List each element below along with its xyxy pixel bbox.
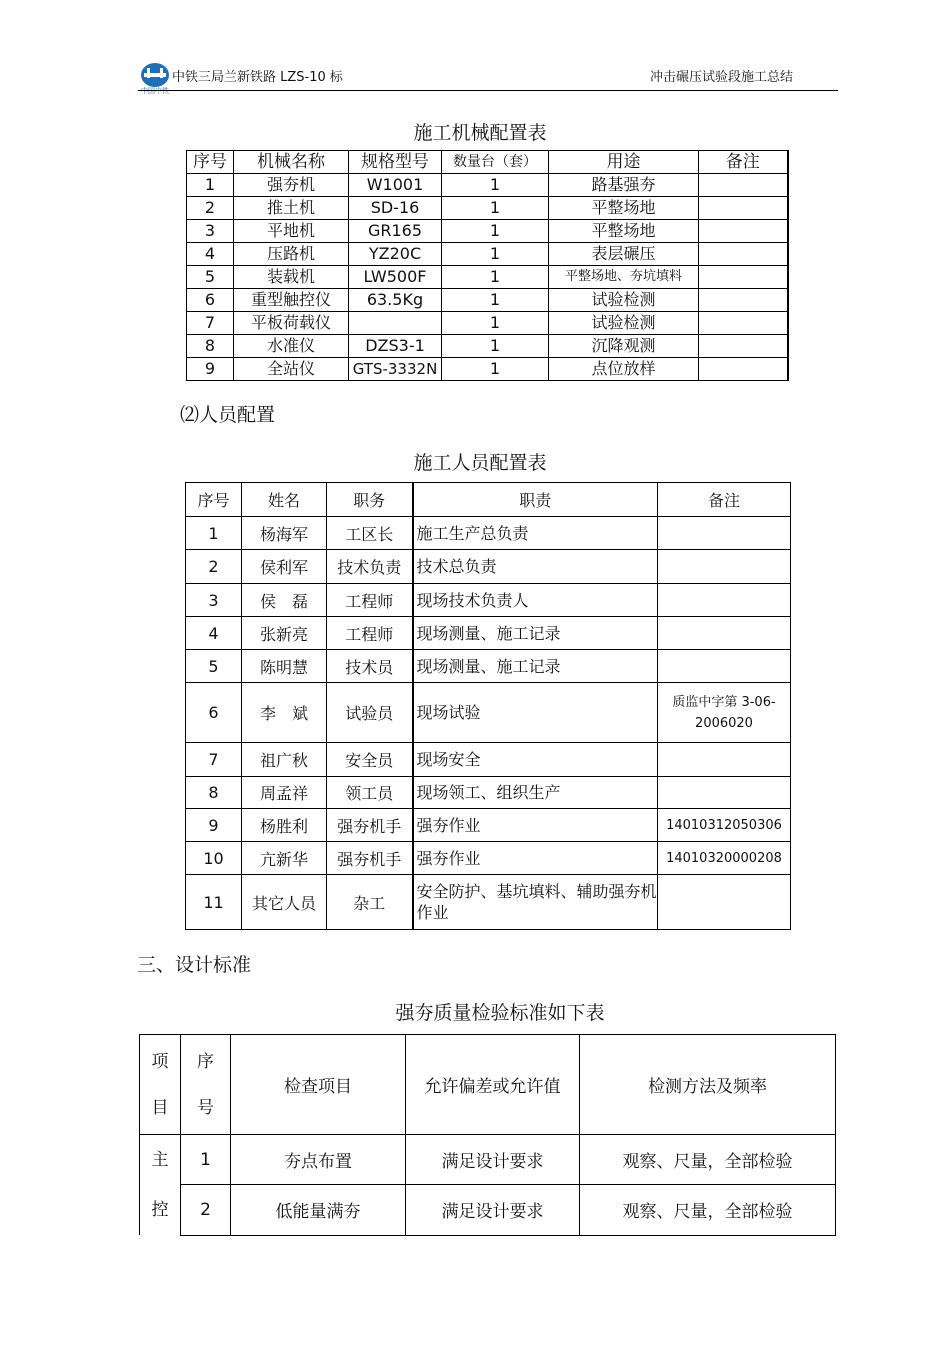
cell-duty: 现场安全: [413, 743, 658, 777]
cell-duty: 现场测量、施工记录: [413, 650, 658, 683]
cell-no: 1: [187, 174, 234, 197]
cell-model: [349, 312, 442, 335]
cell-check-item: 低能量满夯: [231, 1185, 406, 1235]
cell-no: 1: [181, 1135, 231, 1185]
cell-position: 工程师: [327, 617, 413, 650]
cell-note: [658, 517, 791, 550]
header-cell: 检测方法及频率: [580, 1035, 836, 1135]
cell-use: 平整场地、夯坑填料: [549, 266, 699, 289]
cell-no: 10: [186, 842, 242, 875]
cell-name: 推土机: [234, 197, 349, 220]
cell-model: SD-16: [349, 197, 442, 220]
header-cell-item: [140, 1035, 181, 1135]
header-cell: 职责: [413, 483, 658, 517]
standard-table-title: 强夯质量检验标准如下表: [395, 1002, 605, 1024]
cell-position: 工程师: [327, 584, 413, 617]
cell-name: 侯利军: [242, 550, 327, 584]
cell-no: 2: [181, 1185, 231, 1235]
cell-use: 平整场地: [549, 220, 699, 243]
header-cell: 用途: [549, 151, 699, 174]
cell-no: 2: [187, 197, 234, 220]
cell-duty: 强夯作业: [413, 842, 658, 875]
cell-position: 领工员: [327, 777, 413, 809]
cell-no: 2: [186, 550, 242, 584]
cell-position: 技术负责: [327, 550, 413, 584]
cell-name: 其它人员: [242, 875, 327, 930]
header-item-bottom: 目: [151, 1097, 169, 1118]
cell-qty: 1: [442, 312, 549, 335]
table-row: [186, 517, 791, 550]
cell-name: 强夯机: [234, 174, 349, 197]
cell-name: 水准仪: [234, 335, 349, 358]
header-cell: 数量台（套）: [442, 151, 549, 174]
cell-qty: 1: [442, 266, 549, 289]
cell-note: [658, 584, 791, 617]
cell-model: W1001: [349, 174, 442, 197]
cell-name: 杨胜利: [242, 809, 327, 842]
cell-note: [658, 617, 791, 650]
cell-no: 7: [186, 743, 242, 777]
cell-position: 强夯机手: [327, 809, 413, 842]
personnel-table: [185, 482, 791, 930]
cell-no: 8: [186, 777, 242, 809]
cell-name: 陈明慧: [242, 650, 327, 683]
cell-no: 4: [187, 243, 234, 266]
machine-table: [186, 150, 789, 381]
cell-qty: 1: [442, 197, 549, 220]
cell-name: 李 斌: [242, 683, 327, 743]
cell-note: [658, 743, 791, 777]
table-row: [186, 743, 791, 777]
cell-use: 试验检测: [549, 289, 699, 312]
header-cell: 序号: [187, 151, 234, 174]
header-cell-no: [181, 1035, 231, 1135]
cell-method: 观察、尺量，全部检验: [580, 1185, 836, 1235]
table-row: [186, 809, 791, 842]
cell-name: 装载机: [234, 266, 349, 289]
cell-duty: 施工生产总负责: [413, 517, 658, 550]
cell-model: LW500F: [349, 266, 442, 289]
cell-name: 全站仪: [234, 358, 349, 381]
cell-use: 试验检测: [549, 312, 699, 335]
group-cell-main-control: [140, 1135, 181, 1236]
cell-use: 平整场地: [549, 197, 699, 220]
cell-position: 技术员: [327, 650, 413, 683]
cell-no: 11: [186, 875, 242, 930]
cell-note: [699, 358, 788, 381]
cell-duty: 强夯作业: [413, 809, 658, 842]
table-row: [187, 174, 788, 197]
cell-note: [699, 335, 788, 358]
header-rule: [138, 90, 838, 91]
cell-check-item: 夯点布置: [231, 1135, 406, 1185]
cell-name: 亢新华: [242, 842, 327, 875]
cell-no: 7: [187, 312, 234, 335]
table-row: [140, 1185, 836, 1235]
table-row: [187, 358, 788, 381]
header-item-top: 项: [151, 1051, 169, 1072]
cell-note: [658, 550, 791, 584]
cell-model: DZS3-1: [349, 335, 442, 358]
cell-note: [699, 289, 788, 312]
cell-qty: 1: [442, 243, 549, 266]
cell-note: [658, 650, 791, 683]
cell-name: 周孟祥: [242, 777, 327, 809]
table-row: [186, 617, 791, 650]
cell-note: [699, 197, 788, 220]
cell-no: 3: [187, 220, 234, 243]
machine-table-title: 施工机械配置表: [413, 122, 547, 144]
table-row: [186, 777, 791, 809]
personnel-section-heading: ⑵人员配置: [180, 404, 276, 426]
cell-name: 杨海军: [242, 517, 327, 550]
personnel-table-title: 施工人员配置表: [413, 452, 547, 474]
table-row: [187, 243, 788, 266]
group-char: 控: [151, 1200, 169, 1220]
table-row: [186, 584, 791, 617]
table-row: [186, 842, 791, 875]
header-cell: 检查项目: [231, 1035, 406, 1135]
cell-qty: 1: [442, 220, 549, 243]
cell-model: GR165: [349, 220, 442, 243]
header-cell: 机械名称: [234, 151, 349, 174]
design-section-heading: 三、设计标准: [137, 954, 252, 976]
header-cell: 职务: [327, 483, 413, 517]
cell-qty: 1: [442, 335, 549, 358]
cell-duty: 技术总负责: [413, 550, 658, 584]
cell-no: 9: [187, 358, 234, 381]
cell-note: 质监中字第 3-06-2006020: [658, 683, 791, 743]
standard-table-header-row: [140, 1035, 836, 1135]
cell-no: 6: [187, 289, 234, 312]
cell-no: 3: [186, 584, 242, 617]
table-row: [187, 289, 788, 312]
cell-duty: 现场测量、施工记录: [413, 617, 658, 650]
table-row: [186, 875, 791, 930]
cell-no: 6: [186, 683, 242, 743]
cell-name: 侯 磊: [242, 584, 327, 617]
group-char: 主: [151, 1150, 169, 1170]
header-cell: 备注: [658, 483, 791, 517]
cell-no: 5: [186, 650, 242, 683]
cell-duty: 现场领工、组织生产: [413, 777, 658, 809]
cell-note: [658, 875, 791, 930]
standard-table: [139, 1034, 836, 1236]
cell-model: GTS-3332N: [349, 358, 442, 381]
cell-name: 压路机: [234, 243, 349, 266]
table-row: [140, 1135, 836, 1185]
cell-duty: 现场试验: [413, 683, 658, 743]
cell-model: 63.5Kg: [349, 289, 442, 312]
cell-method: 观察、尺量，全部检验: [580, 1135, 836, 1185]
cell-position: 强夯机手: [327, 842, 413, 875]
logo-caption: 中国中铁: [141, 87, 169, 94]
cell-position: 安全员: [327, 743, 413, 777]
cell-qty: 1: [442, 358, 549, 381]
table-row: [187, 197, 788, 220]
cell-note: [699, 243, 788, 266]
cell-note: [699, 174, 788, 197]
machine-table-header-row: [187, 151, 788, 174]
header-cell: 规格型号: [349, 151, 442, 174]
cell-note: 14010312050306: [658, 809, 791, 842]
cell-duty: 现场技术负责人: [413, 584, 658, 617]
cell-tolerance: 满足设计要求: [406, 1185, 580, 1235]
cell-use: 点位放样: [549, 358, 699, 381]
cell-position: 工区长: [327, 517, 413, 550]
table-row: [187, 220, 788, 243]
cell-qty: 1: [442, 289, 549, 312]
table-row: [187, 312, 788, 335]
header-left-text: 中铁三局兰新铁路 LZS-10 标: [172, 70, 343, 85]
header-no-top: 序: [197, 1051, 214, 1072]
cell-position: 试验员: [327, 683, 413, 743]
cell-no: 1: [186, 517, 242, 550]
table-row: [187, 266, 788, 289]
header-right-text: 冲击碾压试验段施工总结: [650, 70, 794, 85]
table-row: [186, 683, 791, 743]
cell-note: [699, 312, 788, 335]
cell-name: 平地机: [234, 220, 349, 243]
cell-name: 祖广秋: [242, 743, 327, 777]
table-row: [187, 335, 788, 358]
cell-note: [658, 777, 791, 809]
header-cell: 备注: [699, 151, 788, 174]
header-no-bottom: 号: [197, 1097, 214, 1118]
header-cell: 允许偏差或允许值: [406, 1035, 580, 1135]
cell-no: 9: [186, 809, 242, 842]
cell-note: [699, 220, 788, 243]
table-row: [186, 650, 791, 683]
cell-no: 5: [187, 266, 234, 289]
cell-use: 路基强夯: [549, 174, 699, 197]
cell-model: YZ20C: [349, 243, 442, 266]
cell-position: 杂工: [327, 875, 413, 930]
header-cell: 序号: [186, 483, 242, 517]
header-cell: 姓名: [242, 483, 327, 517]
cell-no: 4: [186, 617, 242, 650]
cell-name: 张新亮: [242, 617, 327, 650]
table-row: [186, 550, 791, 584]
cell-tolerance: 满足设计要求: [406, 1135, 580, 1185]
cell-note: [699, 266, 788, 289]
cell-use: 沉降观测: [549, 335, 699, 358]
cell-use: 表层碾压: [549, 243, 699, 266]
personnel-table-header-row: [186, 483, 791, 517]
cell-name: 平板荷载仪: [234, 312, 349, 335]
cell-no: 8: [187, 335, 234, 358]
cell-duty: 安全防护、基坑填料、辅助强夯机作业: [413, 875, 658, 930]
cell-name: 重型触控仪: [234, 289, 349, 312]
cell-note: 14010320000208: [658, 842, 791, 875]
cell-qty: 1: [442, 174, 549, 197]
